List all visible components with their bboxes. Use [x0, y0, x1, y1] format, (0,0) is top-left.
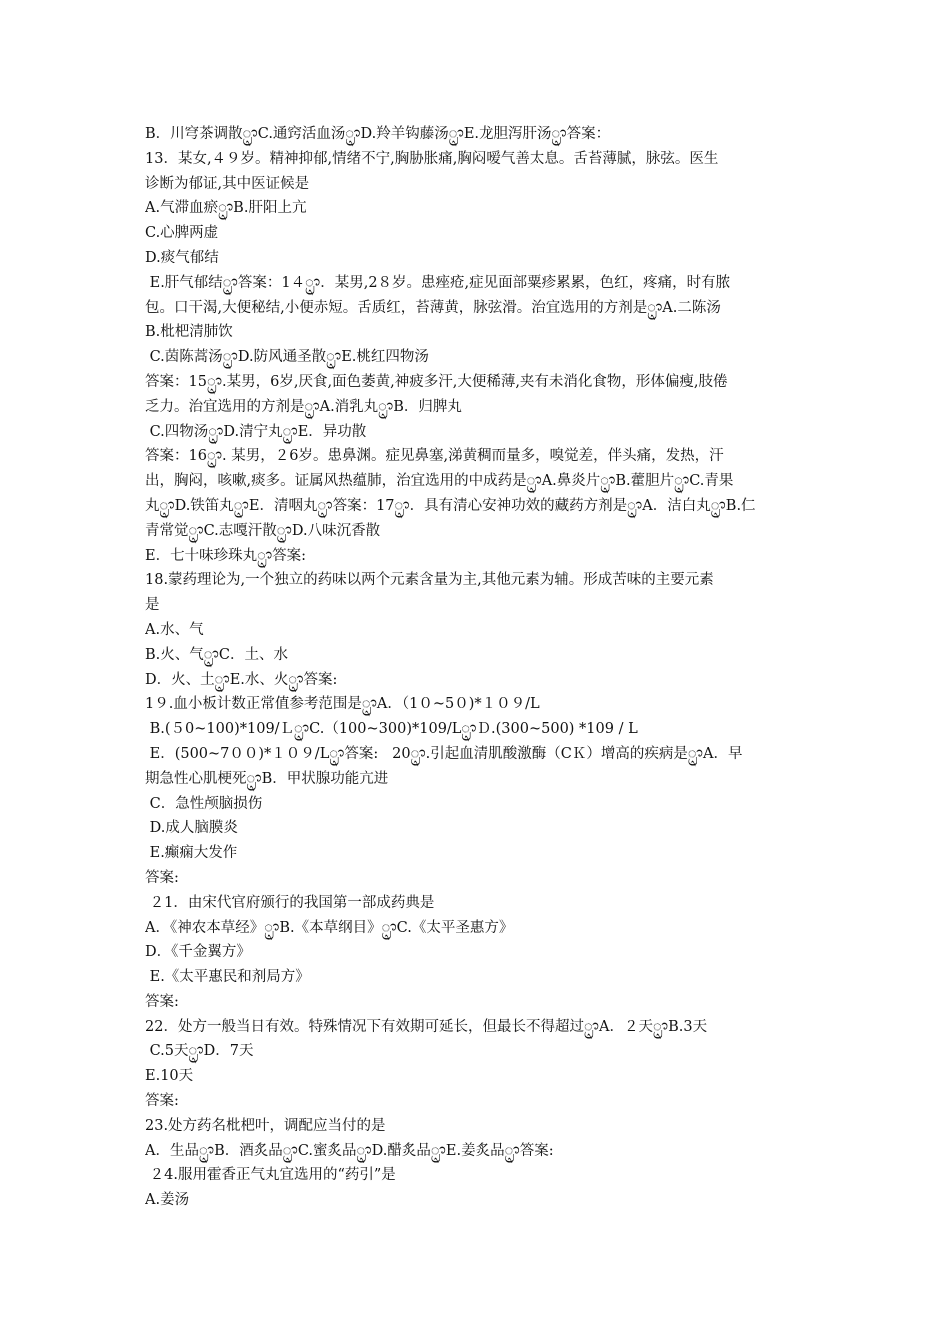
text-line: 22．处方一般当日有效。特殊情况下有效期可延长，但最长不得超过ᬻA．２天ᬻB.3天 [145, 1018, 708, 1035]
text-line: B．川穹茶调散ᬻC.通窍活血汤ᬻD.羚羊钩藤汤ᬻE.龙胆泻肝汤ᬻ答案： [145, 126, 611, 142]
text-line: 答案: [145, 869, 179, 886]
text-line: 答案: [145, 1093, 179, 1110]
text-line: 诊断为郁证,其中医证候是 [145, 175, 310, 192]
text-line: A.水、气 [145, 621, 204, 638]
text-line: E.癫痫大发作 [145, 845, 238, 862]
text-line: E.《太平惠民和剂局方》 [145, 969, 310, 986]
text-line: 23.处方药名枇杷叶，调配应当付的是 [145, 1117, 386, 1134]
text-line: 答案: [145, 993, 179, 1010]
text-line: 包。口干渴,大便秘结,小便赤短。舌质红，苔薄黄，脉弦滑。治宜选用的方剂是ᬻA.二陈汤 [145, 299, 721, 316]
text-line: ２1．由宋代官府颁行的我国第一部成药典是 [145, 894, 435, 911]
text-line: 丸ᬻD.铁笛丸ᬻE．清咽丸ᬻ答案：17ᬻ．具有清心安神功效的藏药方剂是ᬻA．洁白丸ᬻB.仁 [145, 497, 756, 514]
text-line: C.茵陈蒿汤ᬻD.防风通圣散ᬻE.桃红四物汤 [145, 349, 429, 366]
text-line: E.肝气郁结ᬻ答案：1４ᬻ．某男,2８岁。患痤疮,症见面部粟疹累累，色红，疼痛，时有脓 [145, 274, 731, 291]
text-line: B.枇杷清肺饮 [145, 324, 233, 341]
text-line: D．《千金翼方》 [145, 944, 251, 961]
text-line: A．生品ᬻB．酒炙品ᬻC.蜜炙品ᬻD.醋炙品ᬻE.姜炙品ᬻ答案: [145, 1142, 554, 1159]
text-line: 1９.血小板计数正常值参考范围是ᬻA．（1０~5０)*１０９/L [145, 696, 540, 713]
text-line: C.5天ᬻD．7天 [145, 1043, 254, 1060]
text-line: A．《神农本草经》ᬻB.《本草纲目》ᬻC.《太平圣惠方》 [145, 919, 514, 936]
text-line: 18.蒙药理论为,一个独立的药味以两个元素含量为主,其他元素为辅。形成苦味的主要元素 [145, 572, 714, 589]
text-line: 是 [145, 597, 160, 614]
text-line: B.火、气ᬻC．土、水 [145, 646, 288, 663]
text-line: E.10天 [145, 1068, 194, 1085]
text-line: D.痰气郁结 [145, 249, 219, 266]
text-line: ２4.服用霍香正气丸宜选用的“药引”是 [145, 1167, 396, 1184]
text-line: 出，胸闷，咳嗽,痰多。证属风热蕴肺，治宜选用的中成药是ᬻA.鼻炎片ᬻB.藿胆片ᬻC.青果 [145, 473, 734, 490]
text-line: C.四物汤ᬻD.清宁丸ᬻE．异功散 [145, 423, 367, 440]
text-line: 青常觉ᬻC.志嘎汗散ᬻD.八味沉香散 [145, 522, 381, 539]
text-line: A.气滞血瘀ᬻB.肝阳上亢 [145, 200, 307, 217]
text-line: E．(500~7００)*１０９/Lᬻ答案: 20ᬻ.引起血清肌酸激酶（CＫ）增高的疾病是ᬻA．早 [145, 745, 743, 762]
text-line: D.成人脑膜炎 [145, 820, 238, 837]
text-line: 期急性心肌梗死ᬻB．甲状腺功能亢进 [145, 770, 389, 787]
text-line: A.姜汤 [145, 1192, 190, 1209]
text-line: E．七十味珍珠丸ᬻ答案: [145, 547, 307, 564]
text-line: B.(５0~100)*109/ＬᬻC.（100~300)*109/LᬻＤ.(300~500) *109 / L [145, 721, 638, 738]
document-body [145, 122, 807, 1213]
text-line: 13．某女,４９岁。精神抑郁,情绪不宁,胸胁胀痛,胸闷嗳气善太息。舌苔薄腻，脉弦。医生 [145, 150, 719, 167]
text-line: 乏力。治宜选用的方剂是ᬻA.消乳丸ᬻB．归脾丸 [145, 398, 462, 415]
text-line: C.心脾两虚 [145, 225, 219, 242]
text-line: 答案：16ᬻ. 某男，２6岁。患鼻渊。症见鼻塞,涕黄稠而量多，嗅觉差，伴头痛，发热，汗 [145, 448, 724, 465]
text-line: C．急性颅脑损伤 [145, 795, 263, 812]
text-line: D．火、土ᬻE.水、火ᬻ答案: [145, 671, 338, 688]
text-line: 答案：15ᬻ.某男，6岁,厌食,面色萎黄,神疲多汗,大便稀薄,夹有未消化食物，形体偏瘦,肢倦 [145, 373, 728, 390]
